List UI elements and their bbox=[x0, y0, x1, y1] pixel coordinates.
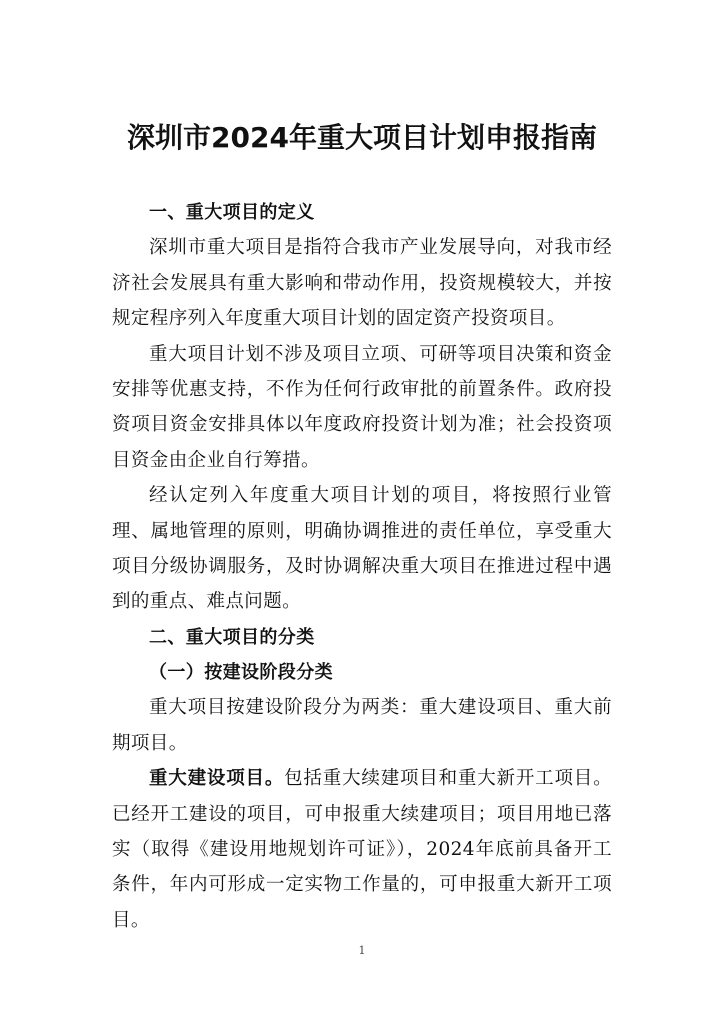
lead-rest: 包括重大续建项目和重大新开工项目。 bbox=[284, 768, 612, 790]
section-heading-classification: 二、重大项目的分类 bbox=[149, 626, 315, 648]
paragraph-line: 实（取得《建设用地规划许可证》），2024年底前具备开工 bbox=[112, 839, 612, 861]
document-title: 深圳市2024年重大项目计划申报指南 bbox=[127, 121, 597, 154]
page-number: 1 bbox=[358, 944, 366, 957]
paragraph-line: 条件，年内可形成一定实物工作量的，可申报重大新开工项 bbox=[112, 874, 612, 896]
paragraph-line: 已经开工建设的项目，可申报重大续建项目；项目用地已落 bbox=[112, 803, 612, 825]
paragraph-line: 规定程序列入年度重大项目计划的固定资产投资项目。 bbox=[112, 308, 566, 330]
paragraph-line: 重大项目按建设阶段分为两类：重大建设项目、重大前 bbox=[149, 697, 612, 719]
section-heading-definition: 一、重大项目的定义 bbox=[149, 202, 315, 223]
subsection-heading-construction-stage: （一）按建设阶段分类 bbox=[149, 662, 333, 684]
paragraph-line: 资项目资金安排具体以年度政府投资计划为准；社会投资项 bbox=[112, 414, 612, 436]
paragraph-line bbox=[112, 761, 612, 796]
paragraph-line: 重大项目计划不涉及项目立项、可研等项目决策和资金 bbox=[149, 343, 612, 365]
paragraph-line: 到的重点、难点问题。 bbox=[112, 591, 302, 613]
document-body bbox=[112, 195, 612, 938]
paragraph-line: 理、属地管理的原则，明确协调推进的责任单位，享受重大 bbox=[112, 520, 612, 542]
paragraph-line: 项目分级协调服务，及时协调解决重大项目在推进过程中遇 bbox=[112, 555, 612, 577]
paragraph-line: 经认定列入年度重大项目计划的项目，将按照行业管 bbox=[149, 485, 612, 507]
paragraph-line: 目。 bbox=[112, 909, 150, 931]
lead-term: 重大建设项目。 bbox=[149, 768, 285, 790]
paragraph-line: 目资金由企业自行筹措。 bbox=[112, 449, 320, 471]
paragraph-line: 安排等优惠支持，不作为任何行政审批的前置条件。政府投 bbox=[112, 378, 612, 400]
paragraph-line: 期项目。 bbox=[112, 732, 188, 754]
paragraph-line: 深圳市重大项目是指符合我市产业发展导向，对我市经 bbox=[149, 237, 612, 259]
paragraph-line: 济社会发展具有重大影响和带动作用，投资规模较大，并按 bbox=[112, 272, 612, 294]
